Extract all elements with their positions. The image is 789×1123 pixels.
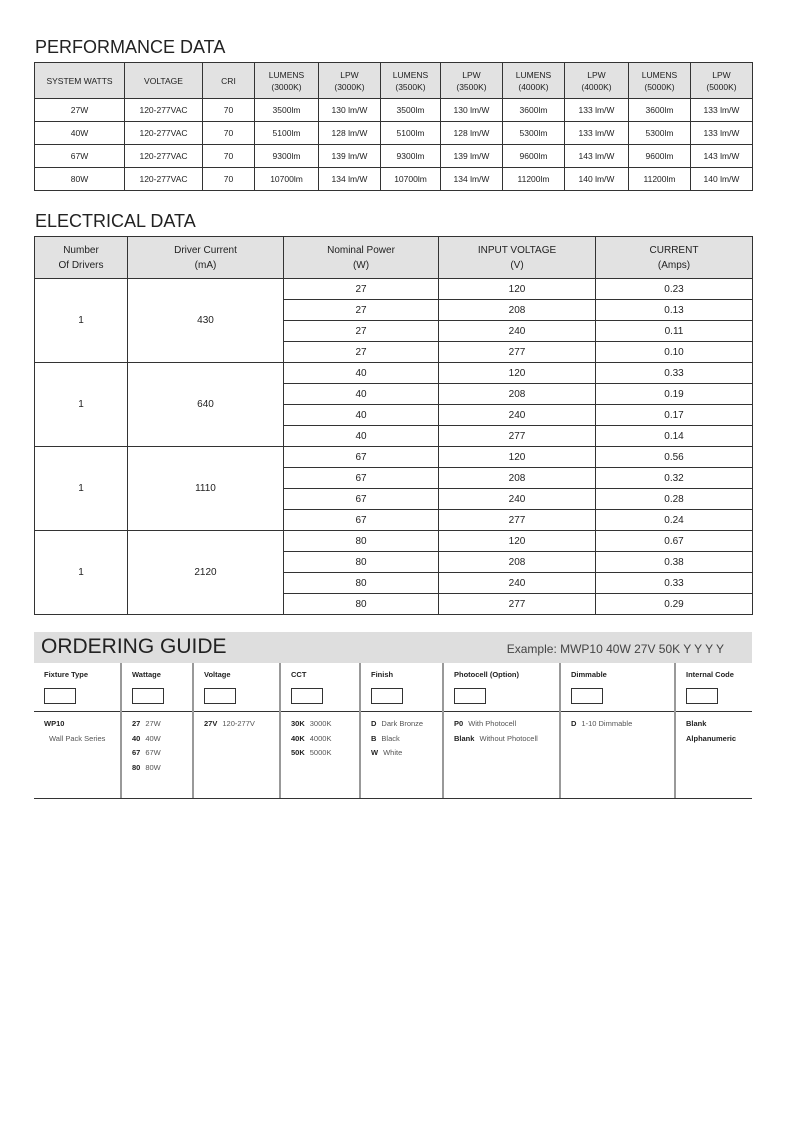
header-sublabel: (3500K) bbox=[395, 81, 426, 92]
ordering-column bbox=[361, 663, 444, 798]
table-cell: 208 bbox=[439, 468, 596, 489]
ordering-column bbox=[194, 663, 281, 798]
electrical-table bbox=[34, 236, 753, 615]
electrical-header bbox=[596, 237, 753, 279]
table-cell: 40 bbox=[284, 384, 439, 405]
driver-current-cell: 640 bbox=[128, 363, 284, 447]
table-cell: 70 bbox=[203, 145, 255, 168]
option-code: Alphanumeric bbox=[686, 733, 737, 743]
option-code: WP10 bbox=[44, 719, 65, 728]
table-cell: 0.29 bbox=[596, 594, 753, 615]
performance-header bbox=[565, 63, 629, 99]
table-cell: 133 lm/W bbox=[691, 99, 753, 122]
option-desc: 120-277V bbox=[222, 719, 255, 728]
table-cell: 130 lm/W bbox=[441, 99, 503, 122]
table-row bbox=[35, 145, 753, 168]
table-cell: 11200lm bbox=[629, 168, 691, 191]
ordering-column-header: Photocell (Option) bbox=[454, 670, 519, 679]
table-cell: 70 bbox=[203, 168, 255, 191]
ordering-column-header: Wattage bbox=[132, 670, 161, 679]
ordering-column-header: Dimmable bbox=[571, 670, 607, 679]
table-row bbox=[35, 122, 753, 145]
table-cell: 40 bbox=[284, 426, 439, 447]
drivers-cell: 1 bbox=[35, 363, 128, 447]
table-cell: 0.32 bbox=[596, 468, 753, 489]
option-code: W bbox=[371, 748, 379, 757]
table-cell: 143 lm/W bbox=[691, 145, 753, 168]
table-cell: 67 bbox=[284, 510, 439, 531]
table-cell: 40 bbox=[284, 363, 439, 384]
table-cell: 0.28 bbox=[596, 489, 753, 510]
ordering-code-box[interactable] bbox=[132, 688, 164, 704]
ordering-option bbox=[686, 717, 752, 732]
table-cell: 27 bbox=[284, 321, 439, 342]
header-label: LPW bbox=[462, 69, 481, 80]
ordering-example: Example: MWP10 40W 27V 50K Y Y Y Y bbox=[506, 642, 724, 656]
table-cell: 277 bbox=[439, 594, 596, 615]
table-cell: 130 lm/W bbox=[319, 99, 381, 122]
performance-title: PERFORMANCE DATA bbox=[35, 37, 226, 57]
table-cell: 133 lm/W bbox=[565, 122, 629, 145]
option-desc: 80W bbox=[145, 762, 161, 772]
ordering-option bbox=[44, 717, 120, 732]
ordering-option bbox=[371, 717, 442, 732]
header-label: LPW bbox=[587, 69, 606, 80]
table-cell: 0.19 bbox=[596, 384, 753, 405]
ordering-column-header: Internal Code bbox=[686, 670, 734, 679]
ordering-column bbox=[281, 663, 361, 798]
electrical-header bbox=[439, 237, 596, 279]
table-cell: 0.33 bbox=[596, 573, 753, 594]
option-desc: Black bbox=[381, 733, 400, 743]
table-cell: 277 bbox=[439, 426, 596, 447]
table-cell: 40W bbox=[35, 122, 125, 145]
table-cell: 40 bbox=[284, 405, 439, 426]
option-code: D bbox=[371, 719, 377, 728]
ordering-code-box[interactable] bbox=[291, 688, 323, 704]
table-cell: 27W bbox=[35, 99, 125, 122]
table-cell: 240 bbox=[439, 405, 596, 426]
table-cell: 3600lm bbox=[503, 99, 565, 122]
table-cell: 120-277VAC bbox=[125, 99, 203, 122]
ordering-title: ORDERING GUIDE bbox=[41, 635, 227, 658]
performance-table bbox=[34, 62, 753, 191]
table-cell: 0.38 bbox=[596, 552, 753, 573]
drivers-cell: 1 bbox=[35, 279, 128, 363]
table-cell: 277 bbox=[439, 342, 596, 363]
ordering-option bbox=[371, 746, 442, 761]
table-cell: 5100lm bbox=[381, 122, 441, 145]
option-code: 27V bbox=[204, 719, 218, 728]
table-cell: 67 bbox=[284, 489, 439, 510]
performance-header bbox=[203, 63, 255, 99]
table-cell: 208 bbox=[439, 552, 596, 573]
ordering-column-header: Fixture Type bbox=[44, 670, 89, 679]
option-desc: 3000K bbox=[309, 719, 332, 728]
table-cell: 134 lm/W bbox=[319, 168, 381, 191]
header-label: LUMENS bbox=[515, 69, 552, 80]
table-cell: 67 bbox=[284, 468, 439, 489]
header-sublabel: (3000K) bbox=[271, 81, 302, 92]
table-cell: 0.33 bbox=[596, 363, 753, 384]
table-row bbox=[35, 279, 753, 300]
table-cell: 27 bbox=[284, 342, 439, 363]
driver-current-cell: 1110 bbox=[128, 447, 284, 531]
table-cell: 120-277VAC bbox=[125, 145, 203, 168]
table-cell: 128 lm/W bbox=[441, 122, 503, 145]
table-cell: 3500lm bbox=[381, 99, 441, 122]
option-code: 27 bbox=[132, 719, 141, 728]
table-cell: 0.67 bbox=[596, 531, 753, 552]
table-row bbox=[35, 447, 753, 468]
ordering-option bbox=[571, 717, 674, 732]
header-label: CRI bbox=[221, 75, 236, 86]
option-desc: Without Photocell bbox=[479, 733, 538, 743]
option-desc: 40W bbox=[145, 733, 161, 743]
header-sublabel: (4000K) bbox=[518, 81, 549, 92]
ordering-guide-header bbox=[34, 632, 752, 663]
table-cell: 140 lm/W bbox=[565, 168, 629, 191]
table-cell: 3500lm bbox=[255, 99, 319, 122]
table-row bbox=[35, 531, 753, 552]
table-cell: 9600lm bbox=[629, 145, 691, 168]
table-cell: 139 lm/W bbox=[319, 145, 381, 168]
header-label: SYSTEM WATTS bbox=[46, 75, 113, 86]
ordering-code-box[interactable] bbox=[204, 688, 236, 704]
ordering-code-box[interactable] bbox=[571, 688, 603, 704]
table-cell: 240 bbox=[439, 489, 596, 510]
performance-header bbox=[35, 63, 125, 99]
table-cell: 9600lm bbox=[503, 145, 565, 168]
header-sublabel: (mA) bbox=[194, 259, 217, 271]
table-cell: 0.56 bbox=[596, 447, 753, 468]
table-cell: 80 bbox=[284, 552, 439, 573]
table-cell: 120 bbox=[439, 363, 596, 384]
header-sublabel: (V) bbox=[510, 259, 524, 271]
electrical-header bbox=[128, 237, 284, 279]
option-desc: 67W bbox=[145, 748, 161, 757]
performance-header bbox=[503, 63, 565, 99]
ordering-column bbox=[561, 663, 676, 798]
header-sublabel: (3500K) bbox=[456, 81, 487, 92]
ordering-column bbox=[676, 663, 752, 798]
option-code: 50K bbox=[291, 748, 305, 757]
performance-header bbox=[125, 63, 203, 99]
header-label: LPW bbox=[340, 69, 359, 80]
table-cell: 70 bbox=[203, 122, 255, 145]
ordering-column-header: Voltage bbox=[204, 670, 231, 679]
ordering-code-box[interactable] bbox=[44, 688, 76, 704]
header-label: LUMENS bbox=[641, 69, 678, 80]
ordering-option bbox=[132, 732, 192, 747]
ordering-option bbox=[291, 732, 359, 747]
table-cell: 140 lm/W bbox=[691, 168, 753, 191]
table-cell: 120 bbox=[439, 531, 596, 552]
table-cell: 139 lm/W bbox=[441, 145, 503, 168]
table-cell: 0.14 bbox=[596, 426, 753, 447]
header-sublabel: (5000K) bbox=[706, 81, 737, 92]
table-cell: 3600lm bbox=[629, 99, 691, 122]
table-cell: 80 bbox=[284, 531, 439, 552]
header-label: Driver Current bbox=[174, 244, 237, 256]
option-desc: With Photocell bbox=[468, 719, 517, 728]
option-code: P0 bbox=[454, 719, 464, 728]
option-desc: White bbox=[383, 748, 403, 757]
table-cell: 70 bbox=[203, 99, 255, 122]
header-label: Nominal Power bbox=[327, 244, 395, 256]
table-cell: 134 lm/W bbox=[441, 168, 503, 191]
header-label: LUMENS bbox=[268, 69, 305, 80]
drivers-cell: 1 bbox=[35, 447, 128, 531]
header-sublabel: (Amps) bbox=[657, 259, 691, 271]
option-code: 30K bbox=[291, 719, 305, 728]
option-desc: 5000K bbox=[309, 748, 332, 757]
header-sublabel: (5000K) bbox=[644, 81, 675, 92]
table-cell: 240 bbox=[439, 321, 596, 342]
option-code: Blank bbox=[454, 733, 475, 743]
ordering-option bbox=[454, 732, 559, 747]
option-code: B bbox=[371, 733, 377, 743]
table-row bbox=[35, 363, 753, 384]
table-cell: 240 bbox=[439, 573, 596, 594]
table-cell: 5300lm bbox=[629, 122, 691, 145]
header-label: LUMENS bbox=[392, 69, 429, 80]
option-desc: 4000K bbox=[309, 733, 332, 743]
ordering-column bbox=[122, 663, 194, 798]
ordering-code-box[interactable] bbox=[454, 688, 486, 704]
ordering-option bbox=[291, 717, 359, 732]
table-cell: 208 bbox=[439, 300, 596, 321]
table-cell: 128 lm/W bbox=[319, 122, 381, 145]
table-cell: 143 lm/W bbox=[565, 145, 629, 168]
option-desc: 1-10 Dimmable bbox=[581, 719, 633, 728]
ordering-option bbox=[291, 746, 359, 761]
ordering-option bbox=[204, 717, 279, 732]
driver-current-cell: 2120 bbox=[128, 531, 284, 615]
ordering-guide bbox=[34, 632, 752, 799]
table-cell: 11200lm bbox=[503, 168, 565, 191]
option-code: 80 bbox=[132, 762, 141, 772]
table-cell: 133 lm/W bbox=[691, 122, 753, 145]
option-code: 67 bbox=[132, 748, 141, 757]
table-cell: 0.11 bbox=[596, 321, 753, 342]
table-cell: 9300lm bbox=[381, 145, 441, 168]
header-label: Number bbox=[63, 244, 99, 256]
table-cell: 67W bbox=[35, 145, 125, 168]
table-cell: 9300lm bbox=[255, 145, 319, 168]
performance-header bbox=[441, 63, 503, 99]
table-cell: 133 lm/W bbox=[565, 99, 629, 122]
table-cell: 5300lm bbox=[503, 122, 565, 145]
ordering-code-box[interactable] bbox=[371, 688, 403, 704]
header-label: CURRENT bbox=[649, 244, 699, 256]
option-code: 40 bbox=[132, 733, 141, 743]
table-cell: 0.23 bbox=[596, 279, 753, 300]
ordering-option bbox=[132, 746, 192, 761]
table-cell: 5100lm bbox=[255, 122, 319, 145]
driver-current-cell: 430 bbox=[128, 279, 284, 363]
ordering-option bbox=[132, 761, 192, 776]
table-cell: 120 bbox=[439, 279, 596, 300]
table-cell: 27 bbox=[284, 300, 439, 321]
table-cell: 80 bbox=[284, 573, 439, 594]
header-label: VOLTAGE bbox=[144, 75, 183, 86]
table-cell: 67 bbox=[284, 447, 439, 468]
performance-header bbox=[319, 63, 381, 99]
electrical-header bbox=[35, 237, 128, 279]
table-cell: 0.10 bbox=[596, 342, 753, 363]
performance-header bbox=[381, 63, 441, 99]
table-cell: 0.24 bbox=[596, 510, 753, 531]
ordering-option bbox=[44, 732, 120, 747]
table-cell: 120 bbox=[439, 447, 596, 468]
option-desc: 27W bbox=[145, 719, 161, 728]
table-cell: 208 bbox=[439, 384, 596, 405]
ordering-column bbox=[34, 663, 122, 798]
performance-header bbox=[255, 63, 319, 99]
electrical-title: ELECTRICAL DATA bbox=[35, 211, 196, 231]
ordering-code-box[interactable] bbox=[686, 688, 718, 704]
ordering-option bbox=[371, 732, 442, 747]
option-code: D bbox=[571, 719, 577, 728]
table-cell: 80W bbox=[35, 168, 125, 191]
table-cell: 277 bbox=[439, 510, 596, 531]
option-code: 40K bbox=[291, 733, 305, 743]
header-sublabel: (3000K) bbox=[334, 81, 365, 92]
header-label: INPUT VOLTAGE bbox=[477, 244, 557, 256]
header-sublabel: (W) bbox=[352, 259, 370, 271]
table-row bbox=[35, 168, 753, 191]
ordering-option bbox=[686, 732, 752, 747]
option-code: Blank bbox=[686, 719, 707, 728]
table-cell: 0.17 bbox=[596, 405, 753, 426]
table-cell: 10700lm bbox=[255, 168, 319, 191]
table-cell: 80 bbox=[284, 594, 439, 615]
ordering-option bbox=[132, 717, 192, 732]
table-row bbox=[35, 99, 753, 122]
table-cell: 120-277VAC bbox=[125, 122, 203, 145]
ordering-column-header: CCT bbox=[291, 670, 307, 679]
header-label: LPW bbox=[712, 69, 731, 80]
header-sublabel: Of Drivers bbox=[58, 259, 104, 271]
header-sublabel: (4000K) bbox=[581, 81, 612, 92]
ordering-column bbox=[444, 663, 561, 798]
electrical-header bbox=[284, 237, 439, 279]
option-desc: Dark Bronze bbox=[381, 719, 424, 728]
performance-header bbox=[691, 63, 753, 99]
table-cell: 0.13 bbox=[596, 300, 753, 321]
ordering-column-header: Finish bbox=[371, 670, 394, 679]
option-desc: Wall Pack Series bbox=[49, 733, 106, 743]
performance-header bbox=[629, 63, 691, 99]
drivers-cell: 1 bbox=[35, 531, 128, 615]
table-cell: 120-277VAC bbox=[125, 168, 203, 191]
table-cell: 10700lm bbox=[381, 168, 441, 191]
table-cell: 27 bbox=[284, 279, 439, 300]
ordering-option bbox=[454, 717, 559, 732]
